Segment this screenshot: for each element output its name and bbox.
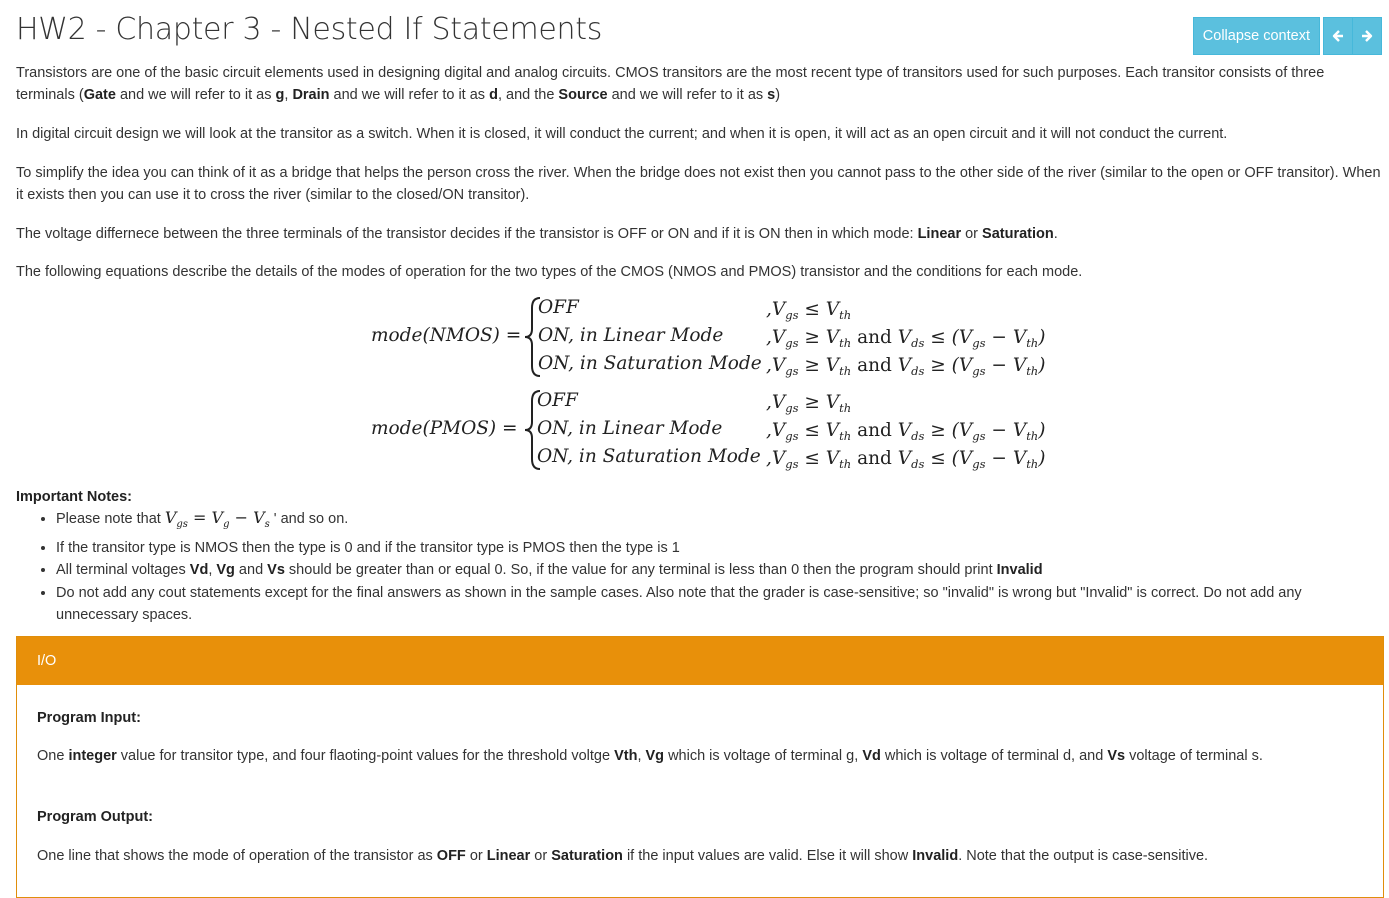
gate-term: Gate (83, 87, 116, 103)
arrow-left-icon (1331, 29, 1345, 43)
nmos-cond-linear: $,V_{gs} \ge V_{th}$ and $V_{ds} \le (V_{gs} - V_{th})$ (766, 327, 1046, 350)
note-item: • Do not add any cout statements except for the final answers as shown in the sample cases. Also note that the grader is case-sensitive; so "invalid" is wrong but "Invalid" is correct. Do not add any unnecessary spaces. (56, 582, 1386, 627)
io-panel-header[interactable]: I/O (17, 637, 1383, 685)
source-term: Source (558, 87, 608, 103)
note-item: • If the transitor type is NMOS then the type is 0 and if the transitor type is PMOS then the type is 1 (56, 537, 1386, 560)
note-item: • All terminal voltages Vd, Vg and Vs should be greater than or equal 0. So, if the value for any terminal is less than 0 then the program should print Invalid (56, 559, 1386, 582)
nmos-mode-off: OFF (538, 297, 579, 318)
intro-paragraph-4: The voltage differnece between the three terminals of the transistor decides if the transistor is OFF or ON and if it is ON then in which mode: Linear or Saturation. (16, 226, 1058, 242)
collapse-context-button[interactable]: Collapse context (1193, 17, 1320, 55)
pmos-mode-off: OFF (537, 390, 578, 411)
pmos-cond-off: $,V_{gs} \ge V_{th}$ (766, 392, 852, 415)
io-panel (16, 636, 1384, 898)
pmos-cond-saturation: $,V_{gs} \le V_{th}$ and $V_{ds} \le (V_{gs} - V_{th})$ (766, 448, 1046, 471)
program-input-heading: Program Input: (37, 710, 141, 726)
next-button[interactable] (1352, 18, 1381, 54)
intro-paragraph-3: To simplify the idea you can think of it as a bridge that helps the person cross the river. When the bridge does not exist then you cannot pass to the other side of the river (similar to the open or OFF transitor). When it exists then you can use it to cross the river (similar to the closed/ON transitor). (16, 165, 1381, 203)
nav-button-group (1323, 17, 1382, 55)
pmos-mode-linear: ON, in Linear Mode (537, 418, 723, 439)
pmos-lhs: mode(PMOS) = (371, 418, 518, 439)
nmos-cond-off: $,V_{gs} \le V_{th}$ (766, 299, 852, 322)
pmos-mode-saturation: ON, in Saturation Mode (537, 446, 761, 467)
intro-paragraph-5: The following equations describe the details of the modes of operation for the two types of the CMOS (NMOS and PMOS) transistor and the conditions for each mode. (16, 264, 1083, 280)
header-actions (1193, 17, 1382, 55)
nmos-lhs: mode(NMOS) = (371, 325, 522, 346)
pmos-cond-linear: $,V_{gs} \le V_{th}$ and $V_{ds} \ge (V_{gs} - V_{th})$ (766, 420, 1046, 443)
prev-button[interactable] (1324, 18, 1352, 54)
drain-term: Drain (292, 87, 330, 103)
intro-paragraph-1: Transistors are one of the basic circuit elements used in designing digital and analog circuits. CMOS transitors are the most recent type of transitors used for such purposes. Each transitor consists of three terminals (Gate and we will refer to it as g, Drain and we will refer to it as d, and the Source and we will refer to it as s) (16, 65, 1325, 103)
program-output-heading: Program Output: (37, 809, 153, 825)
program-input-text: One integer value for transitor type, and four flaoting-point values for the threshold voltge Vth, Vg which is voltage of terminal g, Vd which is voltage of terminal d, and Vs voltage of terminal s. (37, 748, 1263, 764)
arrow-right-icon (1360, 29, 1374, 43)
page-title: HW2 - Chapter 3 - Nested If Statements (16, 12, 603, 47)
intro-paragraph-2: In digital circuit design we will look at the transitor as a switch. When it is closed, it will conduct the current; and when it is open, it will act as an open circuit and it will not conduct the current. (16, 126, 1228, 142)
notes-heading: Important Notes: (16, 489, 132, 505)
nmos-mode-saturation: ON, in Saturation Mode (538, 353, 762, 374)
notes-list (36, 507, 1386, 627)
nmos-mode-linear: ON, in Linear Mode (538, 325, 724, 346)
vgs-formula: $V_{gs} = V_g - V_s$ (164, 508, 270, 531)
nmos-cond-saturation: $,V_{gs} \ge V_{th}$ and $V_{ds} \ge (V_{gs} - V_{th})$ (766, 355, 1046, 378)
program-output-text: One line that shows the mode of operation of the transistor as OFF or Linear or Saturation if the input values are valid. Else it will show Invalid. Note that the output is case-sensitive. (37, 848, 1209, 864)
note-item: • Please note that $V_{gs} = V_g - V_s$ ' and so on. (56, 507, 1386, 537)
